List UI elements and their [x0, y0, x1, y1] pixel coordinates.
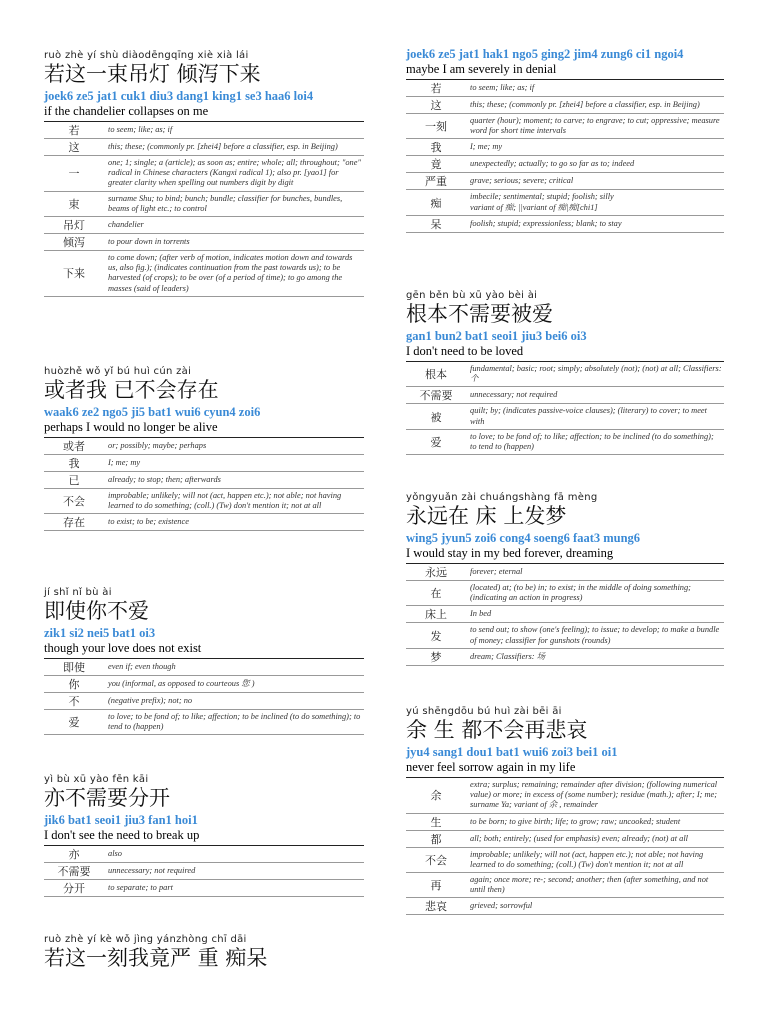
gloss-definition: improbable; unlikely; will not (act, happen etc.); not able; not having learned to do something; (coll.) (Tw) don't mention it; not at all [108, 491, 342, 511]
gloss-definition: one; 1; single; a (article); as soon as; entire; whole; all; throughout; "one" radical in Chinese characters (Kangxi radical 1); also pr. [yao1] for greater clarity when spelling out numbers digit by digit [108, 158, 361, 188]
gloss-row [406, 80, 724, 97]
gloss-row [44, 710, 364, 735]
jyutping-line: joek6 ze5 jat1 cuk1 diu3 dang1 king1 se3 haa6 loi4 [44, 89, 314, 103]
gloss-row [44, 659, 364, 676]
gloss-word: 我 [430, 141, 442, 155]
lyric-section [44, 934, 364, 970]
gloss-definition: again; once more; re-; second; another; then (after something, and not until then) [470, 875, 709, 895]
gloss-row [406, 581, 724, 606]
gloss-row [406, 898, 724, 915]
gloss-row [406, 139, 724, 156]
gloss-definition: grieved; sorrowful [470, 901, 533, 911]
gloss-table [406, 79, 724, 233]
gloss-word: 再 [430, 879, 442, 893]
english-line: perhaps I would no longer be alive [44, 420, 218, 434]
gloss-row [406, 362, 724, 387]
gloss-row [44, 234, 364, 251]
gloss-definition: I; me; my [470, 142, 503, 152]
gloss-definition: forever; eternal [470, 566, 523, 576]
gloss-definition: this; these; (commonly pr. [zhei4] before a classifier, esp. in Beijing) [470, 99, 700, 109]
lyric-section [44, 774, 364, 897]
gloss-definition: already; to stop; then; afterwards [108, 474, 221, 484]
gloss-definition: improbable; unlikely; will not (act, happen etc.); not able; not having learned to do something; (coll.) (Tw) don't mention it; not at all [470, 849, 704, 869]
english-line: I don't need to be loved [406, 344, 524, 358]
gloss-definition: all; both; entirely; (used for emphasis) even; already; (not) at all [470, 833, 689, 843]
gloss-word: 亦 [68, 848, 80, 861]
gloss-definition: or; possibly; maybe; perhaps [108, 440, 207, 450]
pinyin-line: ruò zhè yí kè wǒ jìng yánzhòng chī dāi [44, 934, 247, 945]
gloss-row [44, 251, 364, 297]
gloss-row [406, 114, 724, 139]
gloss-table [406, 361, 724, 455]
gloss-row [406, 156, 724, 173]
jyutping-line: joek6 ze5 jat1 hak1 ngo5 ging2 jim4 zung6 ci1 ngoi4 [406, 47, 684, 61]
gloss-word: 竟 [430, 158, 442, 172]
gloss-row [406, 215, 724, 232]
hanzi-line: 即使你不爱 [44, 599, 149, 623]
gloss-table [44, 845, 364, 897]
gloss-definition: to love; to be fond of; to like; affection; to be inclined (to do something); to tend to (happen) [108, 712, 361, 732]
jyutping-line: wing5 jyun5 zoi6 cong4 soeng6 faat3 mung6 [406, 531, 641, 545]
gloss-word: 在 [430, 587, 442, 601]
jyutping-line: jik6 bat1 seoi1 jiu3 fan1 hoi1 [44, 813, 198, 827]
gloss-definition: dream; Classifiers: 场 [470, 651, 546, 661]
hanzi-line: 若这一刻我竟严 重 痴呆 [44, 946, 268, 970]
lyric-section [44, 366, 364, 531]
gloss-definition: also [108, 848, 122, 858]
gloss-definition: foolish; stupid; expressionless; blank; to stay [470, 218, 622, 228]
gloss-table [44, 437, 364, 531]
gloss-definition: to be born; to give birth; life; to grow; raw; uncooked; student [470, 816, 681, 826]
gloss-word: 痴 [430, 196, 442, 210]
hanzi-line: 亦不需要分开 [44, 786, 170, 810]
gloss-table [406, 777, 724, 915]
gloss-row [406, 778, 724, 814]
gloss-definition: to seem; like; as; if [108, 124, 173, 134]
gloss-definition: quilt; by; (indicates passive-voice clauses); (literary) to cover; to meet with [470, 406, 707, 426]
english-line: never feel sorrow again in my life [406, 760, 576, 774]
gloss-word: 倾泻 [63, 236, 85, 250]
gloss-definition: unnecessary; not required [108, 865, 196, 875]
gloss-word: 分开 [63, 882, 85, 895]
gloss-definition: to send out; to show (one's feeling); to issue; to develop; to make a bundle of money; classifier for gunshots (rounds) [470, 625, 720, 645]
gloss-definition: this; these; (commonly pr. [zhei4] before a classifier, esp. in Beijing) [108, 141, 338, 151]
gloss-word: 若 [68, 124, 80, 137]
gloss-row [44, 693, 364, 710]
hanzi-line: 永远在 床 上发梦 [406, 504, 567, 528]
gloss-table [44, 121, 364, 297]
hanzi-line: 若这一束吊灯 倾泻下来 [44, 62, 261, 86]
gloss-word: 永远 [425, 566, 447, 579]
gloss-row [44, 438, 364, 455]
gloss-definition: (located) at; (to be) in; to exist; in the middle of doing something; (indicating an action in progress) [470, 583, 691, 603]
gloss-word: 不需要 [57, 865, 91, 878]
gloss-row [406, 623, 724, 648]
gloss-word: 爱 [430, 436, 442, 450]
hanzi-line: 根本不需要被爱 [406, 302, 553, 326]
gloss-definition: to seem; like; as; if [470, 82, 535, 92]
gloss-row [406, 564, 724, 581]
lyric-section [406, 44, 724, 233]
gloss-definition: quarter (hour); moment; to carve; to engrave; to cut; oppressive; measure word for short time intervals [470, 116, 720, 136]
lyric-section [406, 290, 724, 455]
gloss-row [406, 847, 724, 872]
gloss-word: 床上 [425, 608, 447, 622]
gloss-definition: to pour down in torrents [108, 236, 190, 246]
gloss-definition: to exist; to be; existence [108, 517, 189, 527]
gloss-word: 悲哀 [425, 900, 447, 914]
gloss-word: 余 [430, 789, 442, 803]
gloss-table [44, 658, 364, 735]
gloss-definition: imbecile; sentimental; stupid; foolish; silly variant of 痴; ||variant of 痴|痴[chi1] [470, 192, 614, 212]
gloss-row [406, 873, 724, 898]
gloss-row [44, 489, 364, 514]
gloss-word: 一刻 [425, 120, 447, 134]
pinyin-line: gēn běn bù xū yào bèi ài [406, 290, 538, 301]
gloss-row [406, 387, 724, 404]
gloss-definition: unnecessary; not required [470, 390, 558, 400]
gloss-word: 发 [430, 629, 442, 643]
english-line: I would stay in my bed forever, dreaming [406, 546, 614, 560]
gloss-definition: surname Shu; to bind; bunch; bundle; classifier for bunches, bundles, beams of light etc.; to control [108, 193, 343, 213]
gloss-word: 你 [68, 678, 80, 691]
gloss-row [406, 813, 724, 830]
gloss-word: 束 [68, 197, 80, 211]
gloss-definition: chandelier [108, 219, 144, 229]
gloss-row [44, 139, 364, 156]
gloss-word: 不需要 [419, 389, 453, 403]
english-line: I don't see the need to break up [44, 828, 200, 842]
gloss-row [44, 846, 364, 863]
pinyin-line: yú shēngdōu bú huì zài bēi āi [406, 706, 562, 717]
gloss-row [406, 173, 724, 190]
gloss-row [44, 122, 364, 139]
gloss-definition: grave; serious; severe; critical [470, 176, 574, 186]
english-line: maybe I am severely in denial [406, 62, 557, 76]
lyric-section [44, 50, 364, 297]
gloss-row [44, 156, 364, 192]
gloss-word: 不会 [63, 495, 85, 509]
english-line: if the chandelier collapses on me [44, 104, 209, 118]
gloss-word: 若 [430, 82, 442, 95]
gloss-row [44, 514, 364, 531]
gloss-word: 根本 [425, 368, 447, 382]
pinyin-line: ruò zhè yí shù diàodēngqīng xiè xià lái [44, 50, 249, 61]
gloss-row [44, 455, 364, 472]
gloss-definition: I; me; my [108, 457, 141, 467]
gloss-definition: unexpectedly; actually; to go so far as to; indeed [470, 159, 635, 169]
gloss-row [406, 190, 724, 215]
gloss-row [44, 880, 364, 897]
jyutping-line: waak6 ze2 ngo5 ji5 bat1 wui6 cyun4 zoi6 [44, 405, 261, 419]
jyutping-line: zik1 si2 nei5 bat1 oi3 [44, 626, 156, 640]
gloss-word: 被 [430, 410, 442, 424]
gloss-row [406, 648, 724, 665]
gloss-row [44, 217, 364, 234]
gloss-definition: to come down; (after verb of motion, indicates motion down and towards us, also fig.); (indicates continuation from the past towards us); to be harvested (of crops); to be over (of a period of time); to go among the masses (said of leaders) [108, 253, 353, 293]
gloss-row [406, 97, 724, 114]
gloss-definition: to love; to be fond of; to like; affection; to be inclined (to do something); to tend to (happen) [470, 431, 714, 452]
gloss-definition: fundamental; basic; root; simply; absolutely (not); (not) at all; Classifiers: 个 [470, 364, 722, 384]
lyric-section [406, 706, 724, 915]
gloss-row [406, 404, 724, 429]
gloss-table [406, 563, 724, 666]
gloss-word: 不 [68, 695, 80, 708]
gloss-word: 即使 [63, 661, 85, 674]
gloss-row [44, 863, 364, 880]
lyric-section [406, 492, 724, 666]
gloss-word: 不会 [425, 853, 447, 867]
pinyin-line: yǒngyuǎn zài chuángshàng fā mèng [406, 492, 598, 503]
gloss-row [44, 472, 364, 489]
gloss-definition: even if; even though [108, 661, 176, 671]
gloss-definition: you (informal, as opposed to courteous 您 ) [108, 678, 255, 688]
gloss-row [406, 606, 724, 623]
gloss-word: 生 [430, 815, 442, 829]
gloss-word: 存在 [63, 516, 85, 530]
gloss-definition: (negative prefix); not; no [108, 695, 193, 705]
jyutping-line: gan1 bun2 bat1 seoi1 jiu3 bei6 oi3 [406, 329, 587, 343]
gloss-word: 或者 [63, 440, 85, 453]
english-line: though your love does not exist [44, 641, 202, 655]
pinyin-line: jí shǐ nǐ bù ài [44, 587, 112, 598]
pinyin-line: huòzhě wǒ yǐ bú huì cún zài [44, 366, 192, 377]
jyutping-line: jyu4 sang1 dou1 bat1 wui6 zoi3 bei1 oi1 [406, 745, 618, 759]
hanzi-line: 或者我 已不会存在 [44, 378, 219, 402]
gloss-word: 梦 [430, 650, 442, 664]
gloss-word: 呆 [430, 217, 442, 231]
gloss-definition: In bed [470, 609, 492, 619]
gloss-row [406, 830, 724, 847]
gloss-word: 都 [430, 832, 442, 846]
pinyin-line: yì bù xū yào fēn kāi [44, 774, 149, 785]
gloss-word: 这 [68, 141, 80, 154]
gloss-word: 爱 [68, 716, 80, 730]
hanzi-line: 余 生 都不会再悲哀 [406, 718, 588, 742]
gloss-word: 严重 [425, 175, 447, 189]
gloss-row [44, 191, 364, 216]
gloss-word: 下来 [63, 267, 85, 281]
gloss-word: 一 [68, 167, 80, 181]
gloss-definition: to separate; to part [108, 882, 173, 892]
gloss-word: 这 [430, 99, 442, 112]
gloss-word: 我 [68, 457, 80, 470]
gloss-word: 已 [68, 474, 80, 487]
gloss-word: 吊灯 [63, 219, 85, 233]
gloss-row [44, 676, 364, 693]
lyric-section [44, 587, 364, 735]
gloss-row [406, 429, 724, 454]
gloss-definition: extra; surplus; remaining; remainder after division; (following numerical value) or more; in excess of (some number); residue (math.); after; I; me; surname Ya; variant of 余 , remainder [470, 780, 718, 810]
